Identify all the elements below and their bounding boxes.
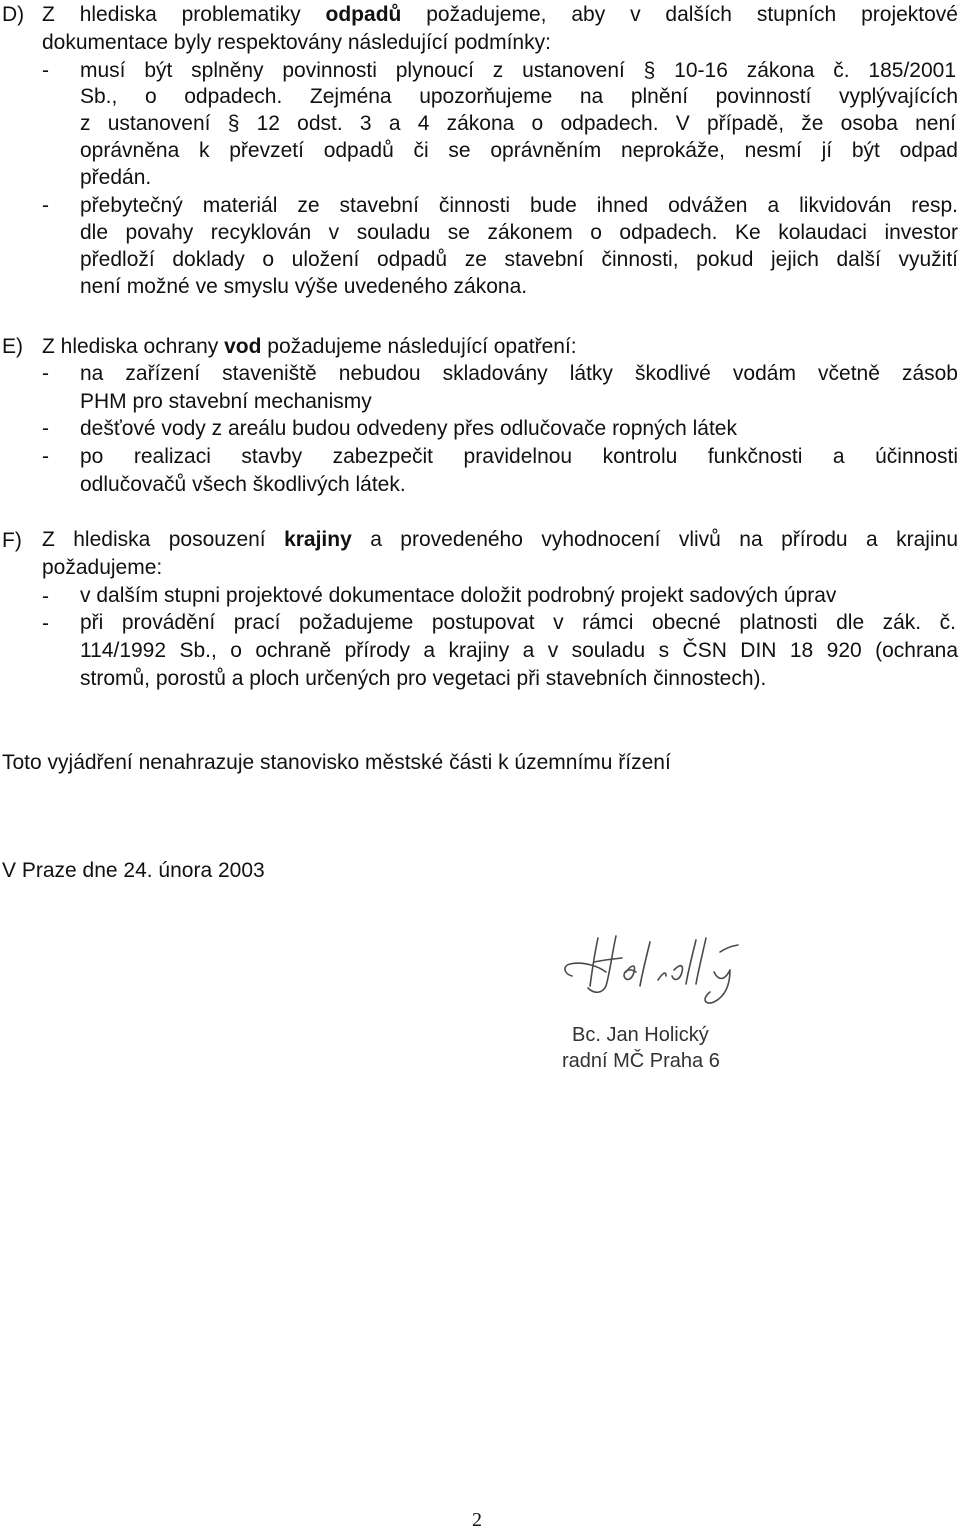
section-e-label: E) (2, 335, 23, 358)
section-d-intro-line-2: dokumentace byly respektovány následující podmínky: (42, 31, 551, 54)
section-d-item-2-line: není možné ve smyslu výše uvedeného zákona. (80, 275, 528, 298)
section-f-label: F) (2, 529, 22, 552)
signatory-name: Bc. Jan Holický (572, 1024, 709, 1046)
section-d-intro-line-1: Z hlediska problematiky odpadů požadujeme, aby v dalších stupních projektové (42, 3, 958, 26)
section-d-item-2-line: přebytečný materiál ze stavební činnosti bude ihned odvážen a likvidován resp. (80, 194, 958, 217)
section-e-item-3-line: po realizaci stavby zabezpečit pravidelnou kontrolu funkčnosti a účinnosti (80, 445, 958, 468)
section-d-item-2-bullet: - (42, 194, 49, 217)
section-e-item-2-bullet: - (42, 417, 49, 440)
section-e-item-1-line: na zařízení staveniště nebudou skladovány látky škodlivé vodám včetně zásob (80, 362, 958, 385)
section-d-item-1-bullet: - (42, 59, 49, 82)
section-f-intro-line-2: požadujeme: (42, 556, 163, 579)
section-d-item-2-line: dle povahy recyklován v souladu se zákonem o odpadech. Ke kolaudaci investor (80, 221, 958, 244)
section-d-item-2-line: předloží doklady o uložení odpadů ze stavební činnosti, pokud jejich další využití (80, 248, 958, 271)
section-e-item-1-line: PHM pro stavební mechanismy (80, 390, 372, 413)
section-d-item-1-line: oprávněna k převzetí odpadů či se oprávněním neprokáže, nesmí jí být odpad (80, 139, 958, 162)
keyword-krajiny: krajiny (284, 528, 352, 551)
statement-text: Toto vyjádření nenahrazuje stanovisko městské části k územnímu řízení (2, 751, 671, 774)
section-f-item-1-bullet: - (42, 585, 49, 608)
section-e-intro: Z hlediska ochrany vod požadujeme následující opatření: (42, 335, 577, 358)
section-e-item-2-line: dešťové vody z areálu budou odvedeny přes odlučovače ropných látek (80, 417, 737, 440)
section-f-item-1-line: v dalším stupni projektové dokumentace doložit podrobný projekt sadových úprav (80, 584, 837, 607)
section-d-label: D) (2, 3, 25, 26)
place-date: V Praze dne 24. února 2003 (2, 859, 265, 882)
section-f-item-2-line: při provádění prací požadujeme postupovat v rámci obecné platnosti dle zák. č. (80, 611, 956, 634)
section-d-item-1-line: předán. (80, 166, 152, 189)
section-f-item-2-line: stromů, porostů a ploch určených pro vegetaci při stavebních činnostech). (80, 667, 767, 690)
keyword-odpadu: odpadů (325, 3, 402, 26)
section-f-item-2-bullet: - (42, 612, 49, 635)
signatory-role: radní MČ Praha 6 (562, 1050, 720, 1072)
page-number: 2 (472, 1509, 482, 1531)
section-d-item-1-line: Sb., o odpadech. Zejména upozorňujeme na plnění povinností vyplývajících (80, 85, 958, 108)
section-e-item-1-bullet: - (42, 362, 49, 385)
section-d-item-1-line: musí být splněny povinnosti plynoucí z ustanovení § 10-16 zákona č. 185/2001 (80, 59, 956, 82)
handwritten-signature (554, 928, 754, 1008)
section-e-item-3-bullet: - (42, 445, 49, 468)
section-f-item-2-line: 114/1992 Sb., o ochraně přírody a krajiny a v souladu s ČSN DIN 18 920 (ochrana (80, 639, 958, 662)
section-f-intro-line-1: Z hlediska posouzení krajiny a provedeného vyhodnocení vlivů na přírodu a krajinu (42, 528, 958, 551)
section-d-item-1-line: z ustanovení § 12 odst. 3 a 4 zákona o odpadech. V případě, že osoba není (80, 112, 956, 135)
keyword-vod: vod (224, 335, 262, 358)
section-e-item-3-line: odlučovačů všech škodlivých látek. (80, 473, 406, 496)
